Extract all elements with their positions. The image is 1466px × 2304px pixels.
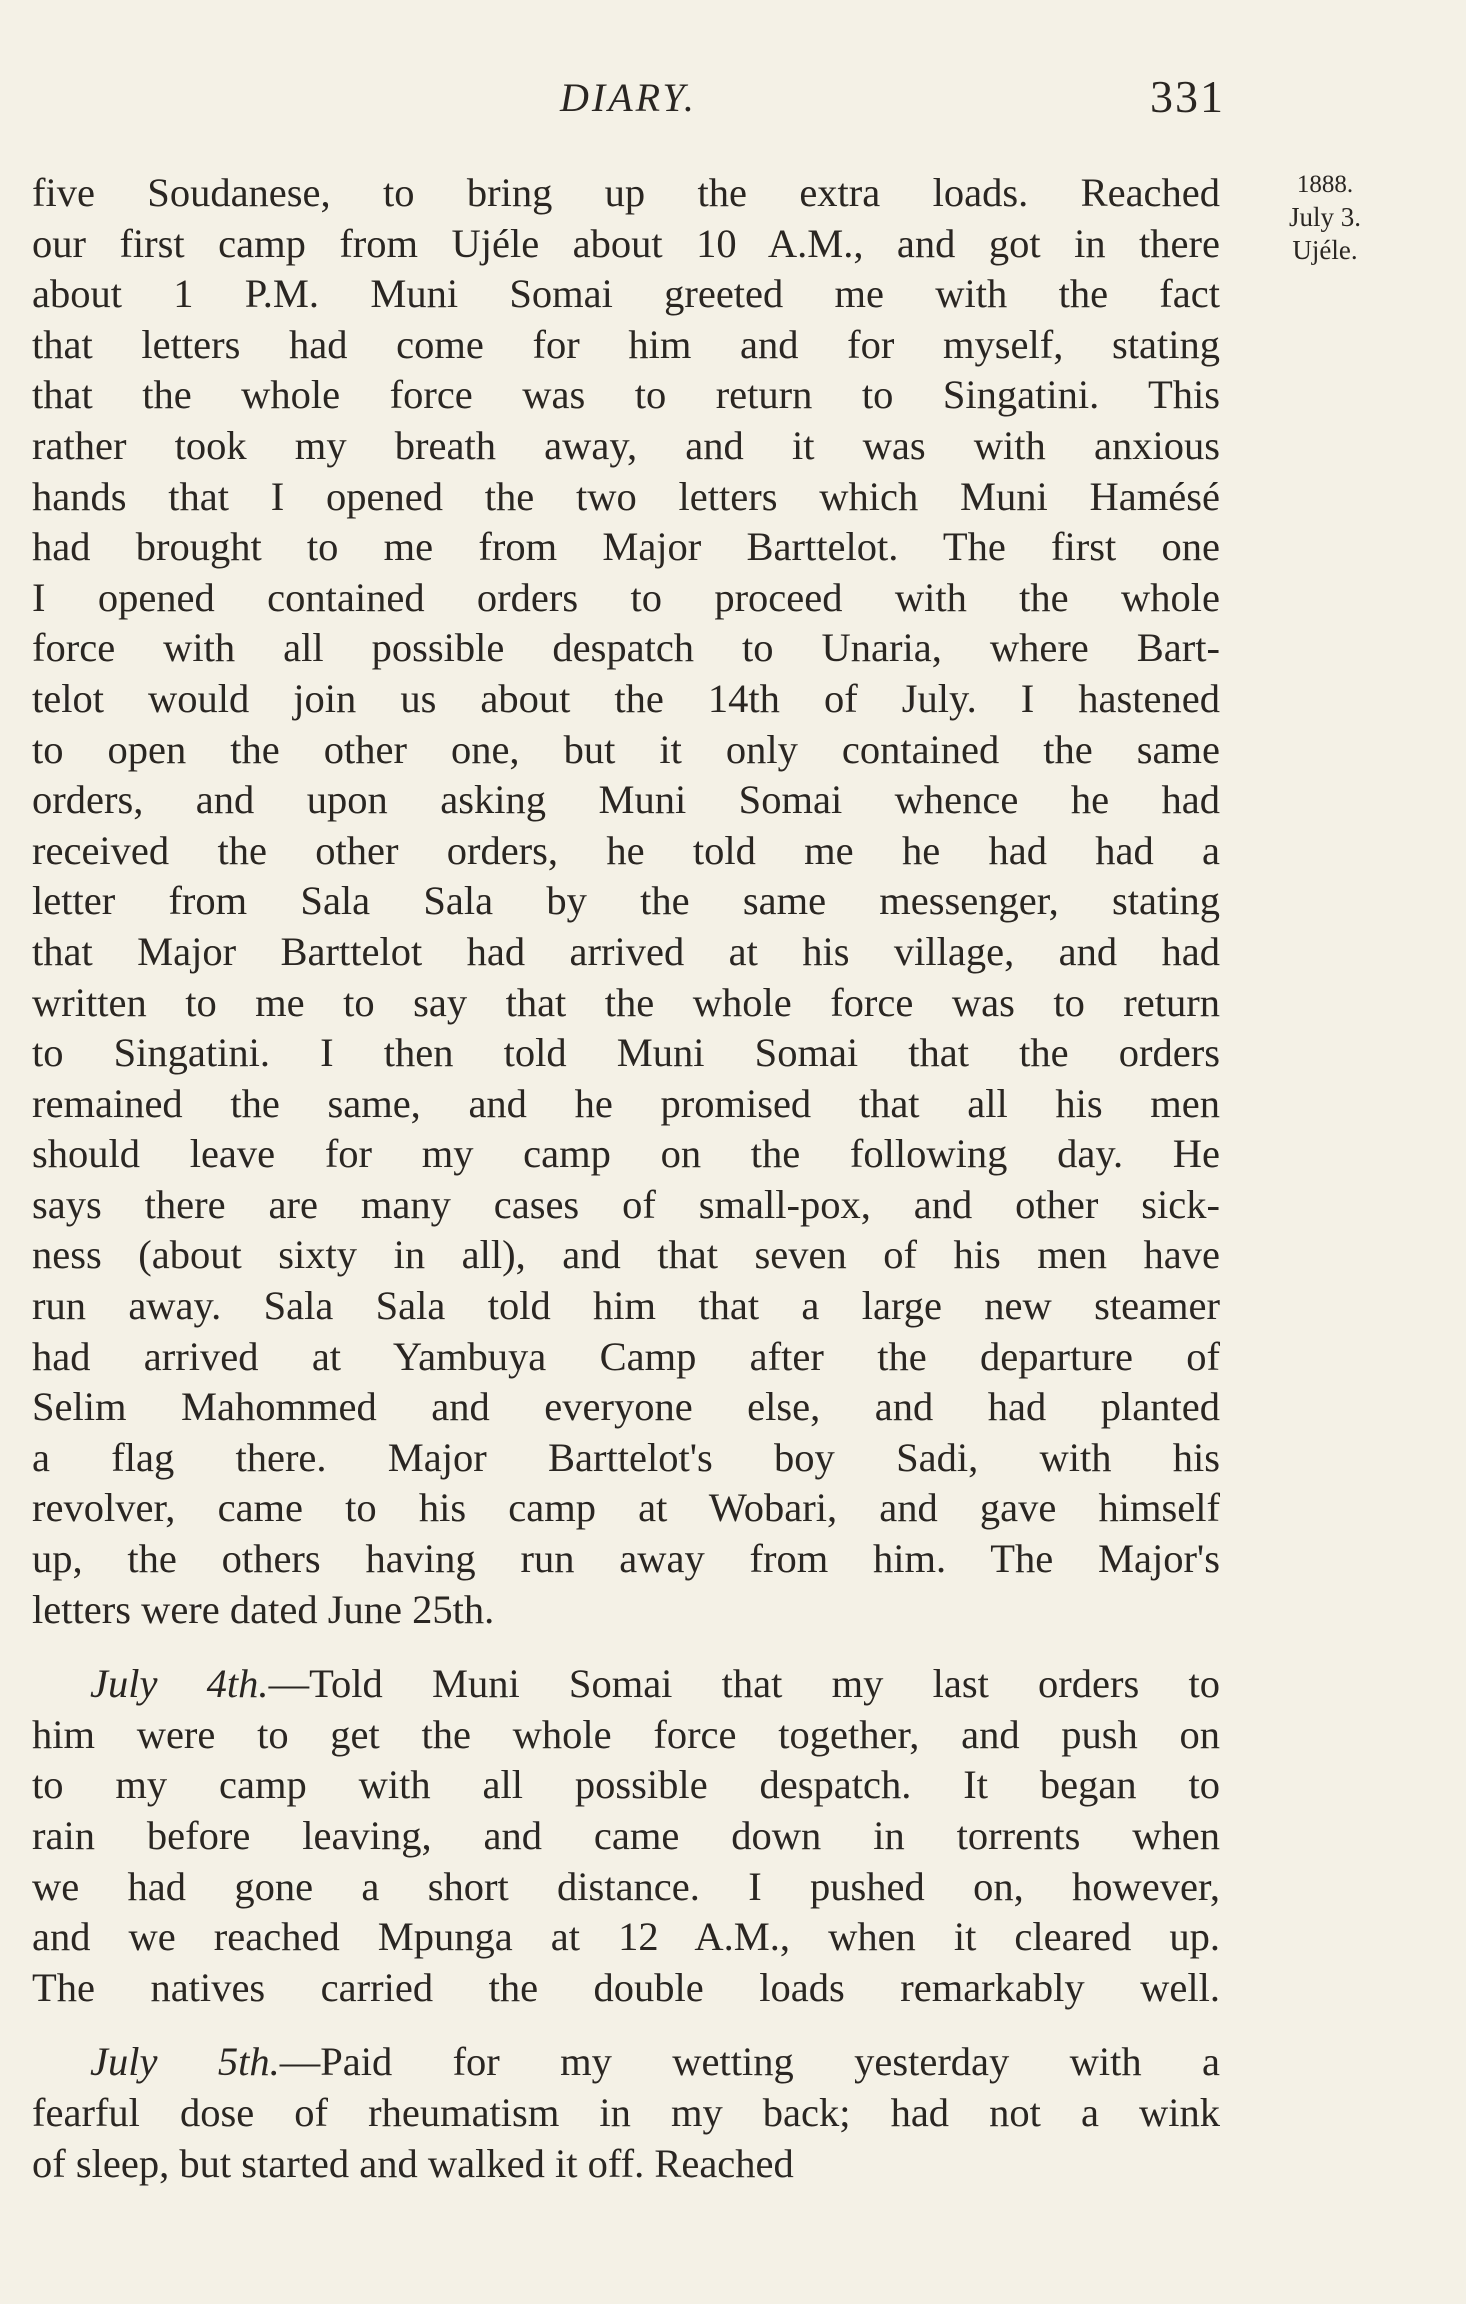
text-line: orders, and upon asking Muni Somai whence he had [32,777,1220,823]
text-line: rain before leaving, and came down in torrents when [32,1813,1220,1858]
text-line: five Soudanese, to bring up the extra loads. Reached [32,170,1220,215]
text-line: letters were dated June 25th. [32,1586,495,1632]
text-line: of sleep, but started and walked it off. Reached [32,2140,794,2186]
text-line: received the other orders, he told me he had had a [32,827,1220,873]
text-line: Selim Mahommed and everyone else, and had planted [32,1384,1220,1430]
text-line: that the whole force was to return to Singatini. This [32,372,1220,418]
text-line: hands that I opened the two letters which Muni Hamésé [32,473,1220,519]
text-line: says there are many cases of small-pox, and other sick- [32,1181,1220,1227]
margin-place: Ujéle. [1292,235,1358,265]
text-line: up, the others having run away from him. The Major's [32,1536,1220,1582]
margin-year: 1888. [1296,171,1354,198]
text-line: ness (about sixty in all), and that seven of his men have [32,1232,1220,1278]
text-line: had arrived at Yambuya Camp after the departure of [32,1333,1220,1379]
text-line: we had gone a short distance. I pushed on, however, [32,1863,1220,1909]
text-line: written to me to say that the whole force was to return [32,979,1220,1025]
text-line: to Singatini. I then told Muni Somai that the orders [32,1030,1220,1076]
text-line: to my camp with all possible despatch. It began to [32,1762,1220,1808]
text-line: The natives carried the double loads remarkably well. [32,1964,1220,2010]
entry-date: July 5th. [90,2039,280,2085]
text-line: July 5th.—Paid for my wetting yesterday with a [90,2039,1220,2085]
text-line: force with all possible despatch to Unaria, where Bart- [32,625,1220,671]
text-line: our first camp from Ujéle about 10 A.M., and got in there [32,220,1220,266]
text-line: that letters had come for him and for myself, stating [32,321,1220,367]
text-line: about 1 P.M. Muni Somai greeted me with the fact [32,271,1220,317]
text-line: July 4th.—Told Muni Somai that my last orders to [90,1661,1220,1707]
text-line: telot would join us about the 14th of July. I hastened [32,675,1220,721]
text-line: fearful dose of rheumatism in my back; had not a wink [32,2089,1220,2135]
text-line: letter from Sala Sala by the same messenger, stating [32,878,1220,924]
paragraph-1 [32,168,1220,1635]
margin-date: July 3. [1288,202,1361,232]
text-line: to open the other one, but it only contained the same [32,726,1220,772]
body-text [32,168,1220,2189]
text-line: revolver, came to his camp at Wobari, and gave himself [32,1485,1220,1531]
paragraph-3 [32,2037,1220,2189]
text-line: had brought to me from Major Barttelot. The first one [32,524,1220,570]
entry-date: July 4th. [90,1661,269,1707]
text-line: rather took my breath away, and it was with anxious [32,422,1220,468]
text-line: remained the same, and he promised that all his men [32,1080,1220,1126]
running-title: DIARY. [560,75,697,120]
text-line: should leave for my camp on the following day. He [32,1131,1220,1177]
running-head [0,70,1466,130]
page-number: 331 [1150,71,1225,122]
text-line: him were to get the whole force together, and push on [32,1711,1220,1757]
text-line: that Major Barttelot had arrived at his village, and had [32,928,1220,974]
text-line: I opened contained orders to proceed with the whole [32,574,1220,620]
text-line: run away. Sala Sala told him that a large new steamer [32,1283,1220,1329]
text-line: and we reached Mpunga at 12 A.M., when it cleared up. [32,1914,1220,1960]
text-line: a flag there. Major Barttelot's boy Sadi, with his [32,1434,1220,1480]
margin-note [1255,168,1395,267]
paragraph-2 [32,1659,1220,2013]
